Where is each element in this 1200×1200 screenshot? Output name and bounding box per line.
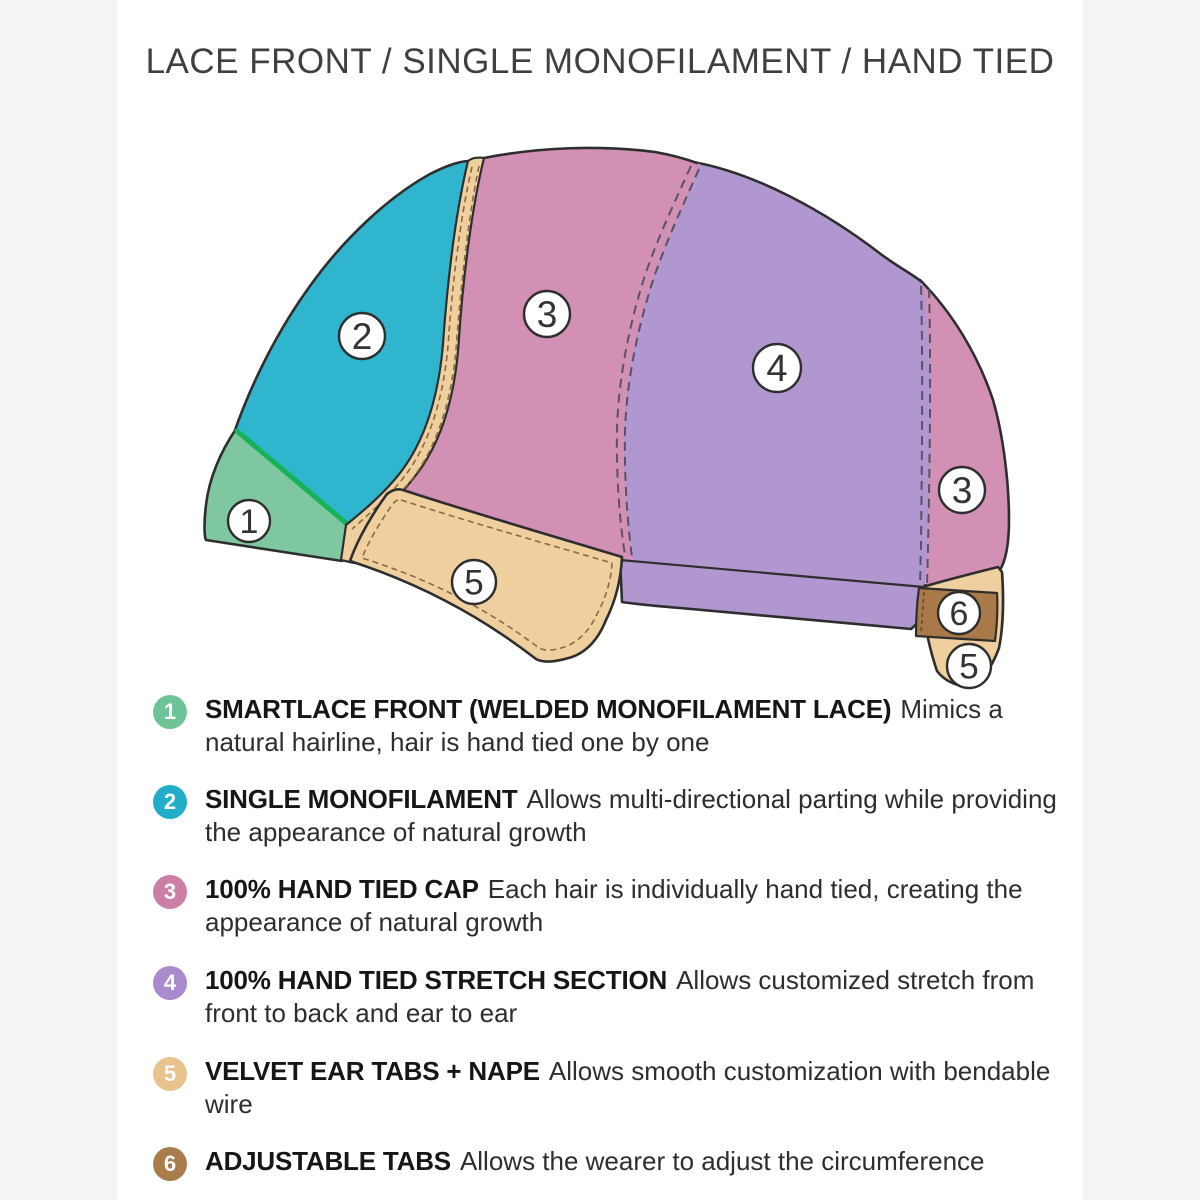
legend-desc-1: Mimics a natural hairline, hair is hand tied one by one [205, 694, 1003, 757]
callout-6 [938, 592, 980, 634]
legend-heading-2: SINGLE MONOFILAMENT [205, 784, 518, 814]
page-title: LACE FRONT / SINGLE MONOFILAMENT / HAND TIED [145, 42, 1055, 81]
legend-item-4 [153, 964, 1063, 1030]
legend-heading-6: ADJUSTABLE TABS [205, 1146, 451, 1176]
legend-desc-3: Each hair is individually hand tied, creating the appearance of natural growth [205, 874, 1023, 937]
legend-heading-3: 100% HAND TIED CAP [205, 874, 479, 904]
svg-text:4: 4 [766, 348, 788, 390]
svg-text:5: 5 [464, 563, 484, 603]
legend-text-6 [205, 1145, 1080, 1178]
svg-text:3: 3 [951, 470, 973, 511]
legend-desc-5: Allows smooth customization with bendable wire [205, 1056, 1051, 1119]
callout-3-back [939, 467, 985, 513]
svg-text:5: 5 [959, 647, 979, 687]
legend-heading-5: VELVET EAR TABS + NAPE [205, 1056, 540, 1086]
wig-cap-diagram [190, 138, 1020, 698]
callout-4 [753, 344, 801, 392]
legend-item-2 [153, 783, 1063, 849]
legend-text-2 [205, 783, 1080, 849]
callout-3-front [524, 291, 570, 337]
legend-badge-5: 5 [153, 1057, 187, 1091]
callout-1 [228, 500, 270, 542]
legend-heading-1: SMARTLACE FRONT (WELDED MONOFILAMENT LACE) [205, 694, 892, 724]
legend-text-5 [205, 1055, 1080, 1121]
svg-text:2: 2 [351, 316, 373, 357]
legend-desc-6: Allows the wearer to adjust the circumference [459, 1146, 985, 1176]
legend-item-3 [153, 873, 1063, 939]
legend-badge-4: 4 [153, 966, 187, 1000]
callout-5-nape [947, 644, 991, 688]
legend-text-4 [205, 964, 1080, 1030]
section-hand-tied-cap-right [920, 280, 1009, 586]
legend-desc-4: Allows customized stretch from front to back and ear to ear [205, 965, 1035, 1028]
callout-5-ear-tab [452, 560, 496, 604]
svg-text:3: 3 [536, 294, 558, 335]
legend-badge-1: 1 [153, 695, 187, 729]
legend-item-1 [153, 693, 1063, 759]
legend-badge-3: 3 [153, 875, 187, 909]
svg-text:6: 6 [949, 595, 969, 633]
legend-text-3 [205, 873, 1080, 939]
legend-badge-2: 2 [153, 785, 187, 819]
callout-2 [339, 313, 385, 359]
legend-badge-6: 6 [153, 1147, 187, 1181]
svg-text:1: 1 [239, 503, 259, 541]
legend-text-1 [205, 693, 1080, 759]
legend-item-6 [153, 1145, 1063, 1178]
legend-desc-2: Allows multi-directional parting while providing the appearance of natural growth [205, 784, 1057, 847]
legend-heading-4: 100% HAND TIED STRETCH SECTION [205, 965, 668, 995]
legend-item-5 [153, 1055, 1063, 1121]
